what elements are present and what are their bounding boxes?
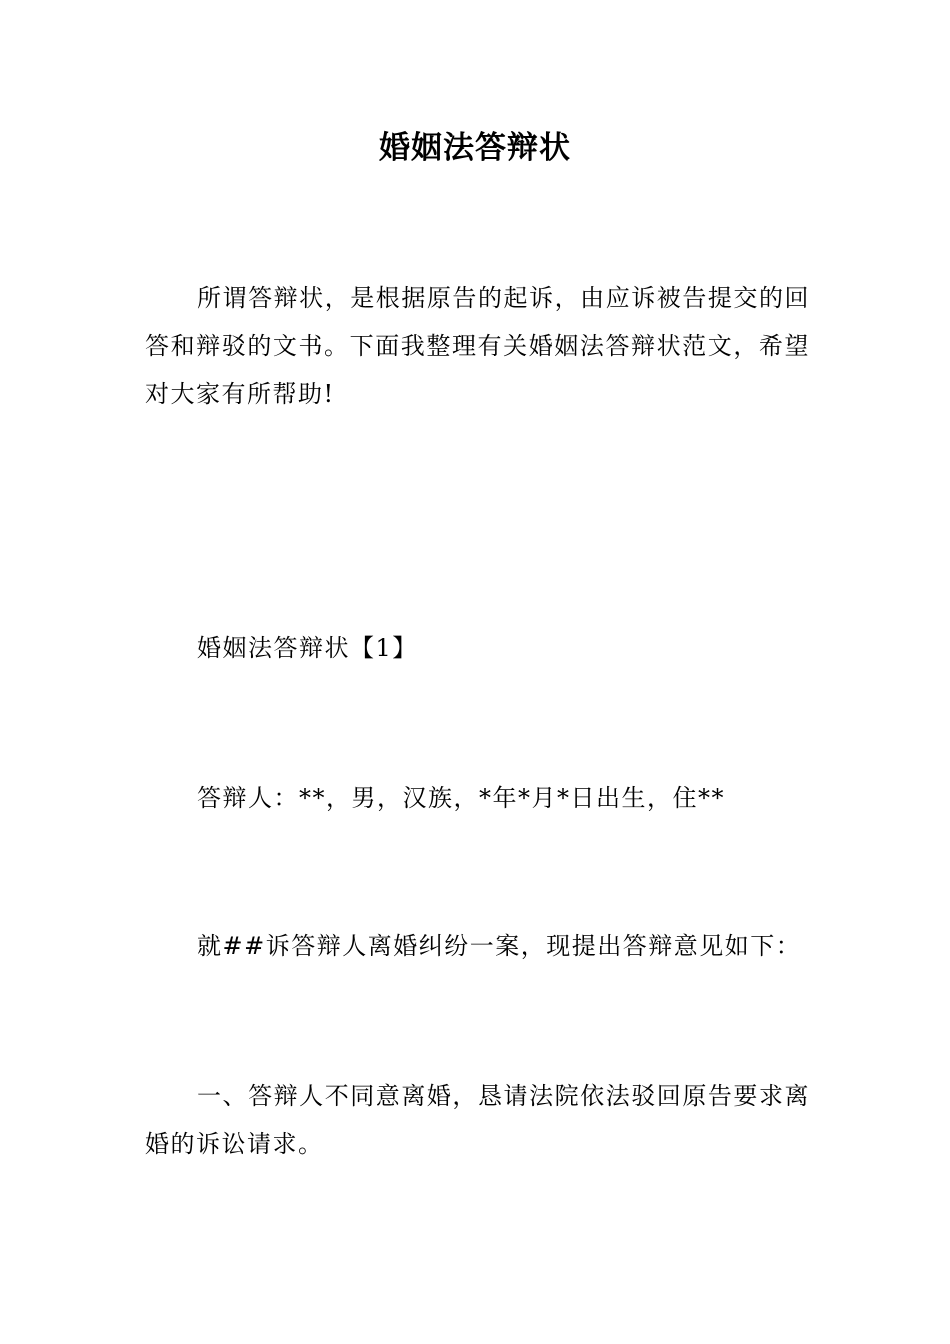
document-title: 婚姻法答辩状 <box>379 130 571 166</box>
defense-point-1-paragraph: 一、答辩人不同意离婚，恳请法院依法驳回原告要求离婚的诉讼请求。 <box>145 1082 810 1158</box>
intro-paragraph: 所谓答辩状，是根据原告的起诉，由应诉被告提交的回答和辩驳的文书。下面我整理有关婚姻法答辩状范文，希望对大家有所帮助! <box>145 284 810 408</box>
case-intro-paragraph: 就##诉答辩人离婚纠纷一案，现提出答辩意见如下： <box>197 932 802 960</box>
section-heading: 婚姻法答辩状【1】 <box>197 634 418 662</box>
respondent-info-paragraph: 答辩人：**，男，汉族，*年*月*日出生，住** <box>197 784 725 812</box>
